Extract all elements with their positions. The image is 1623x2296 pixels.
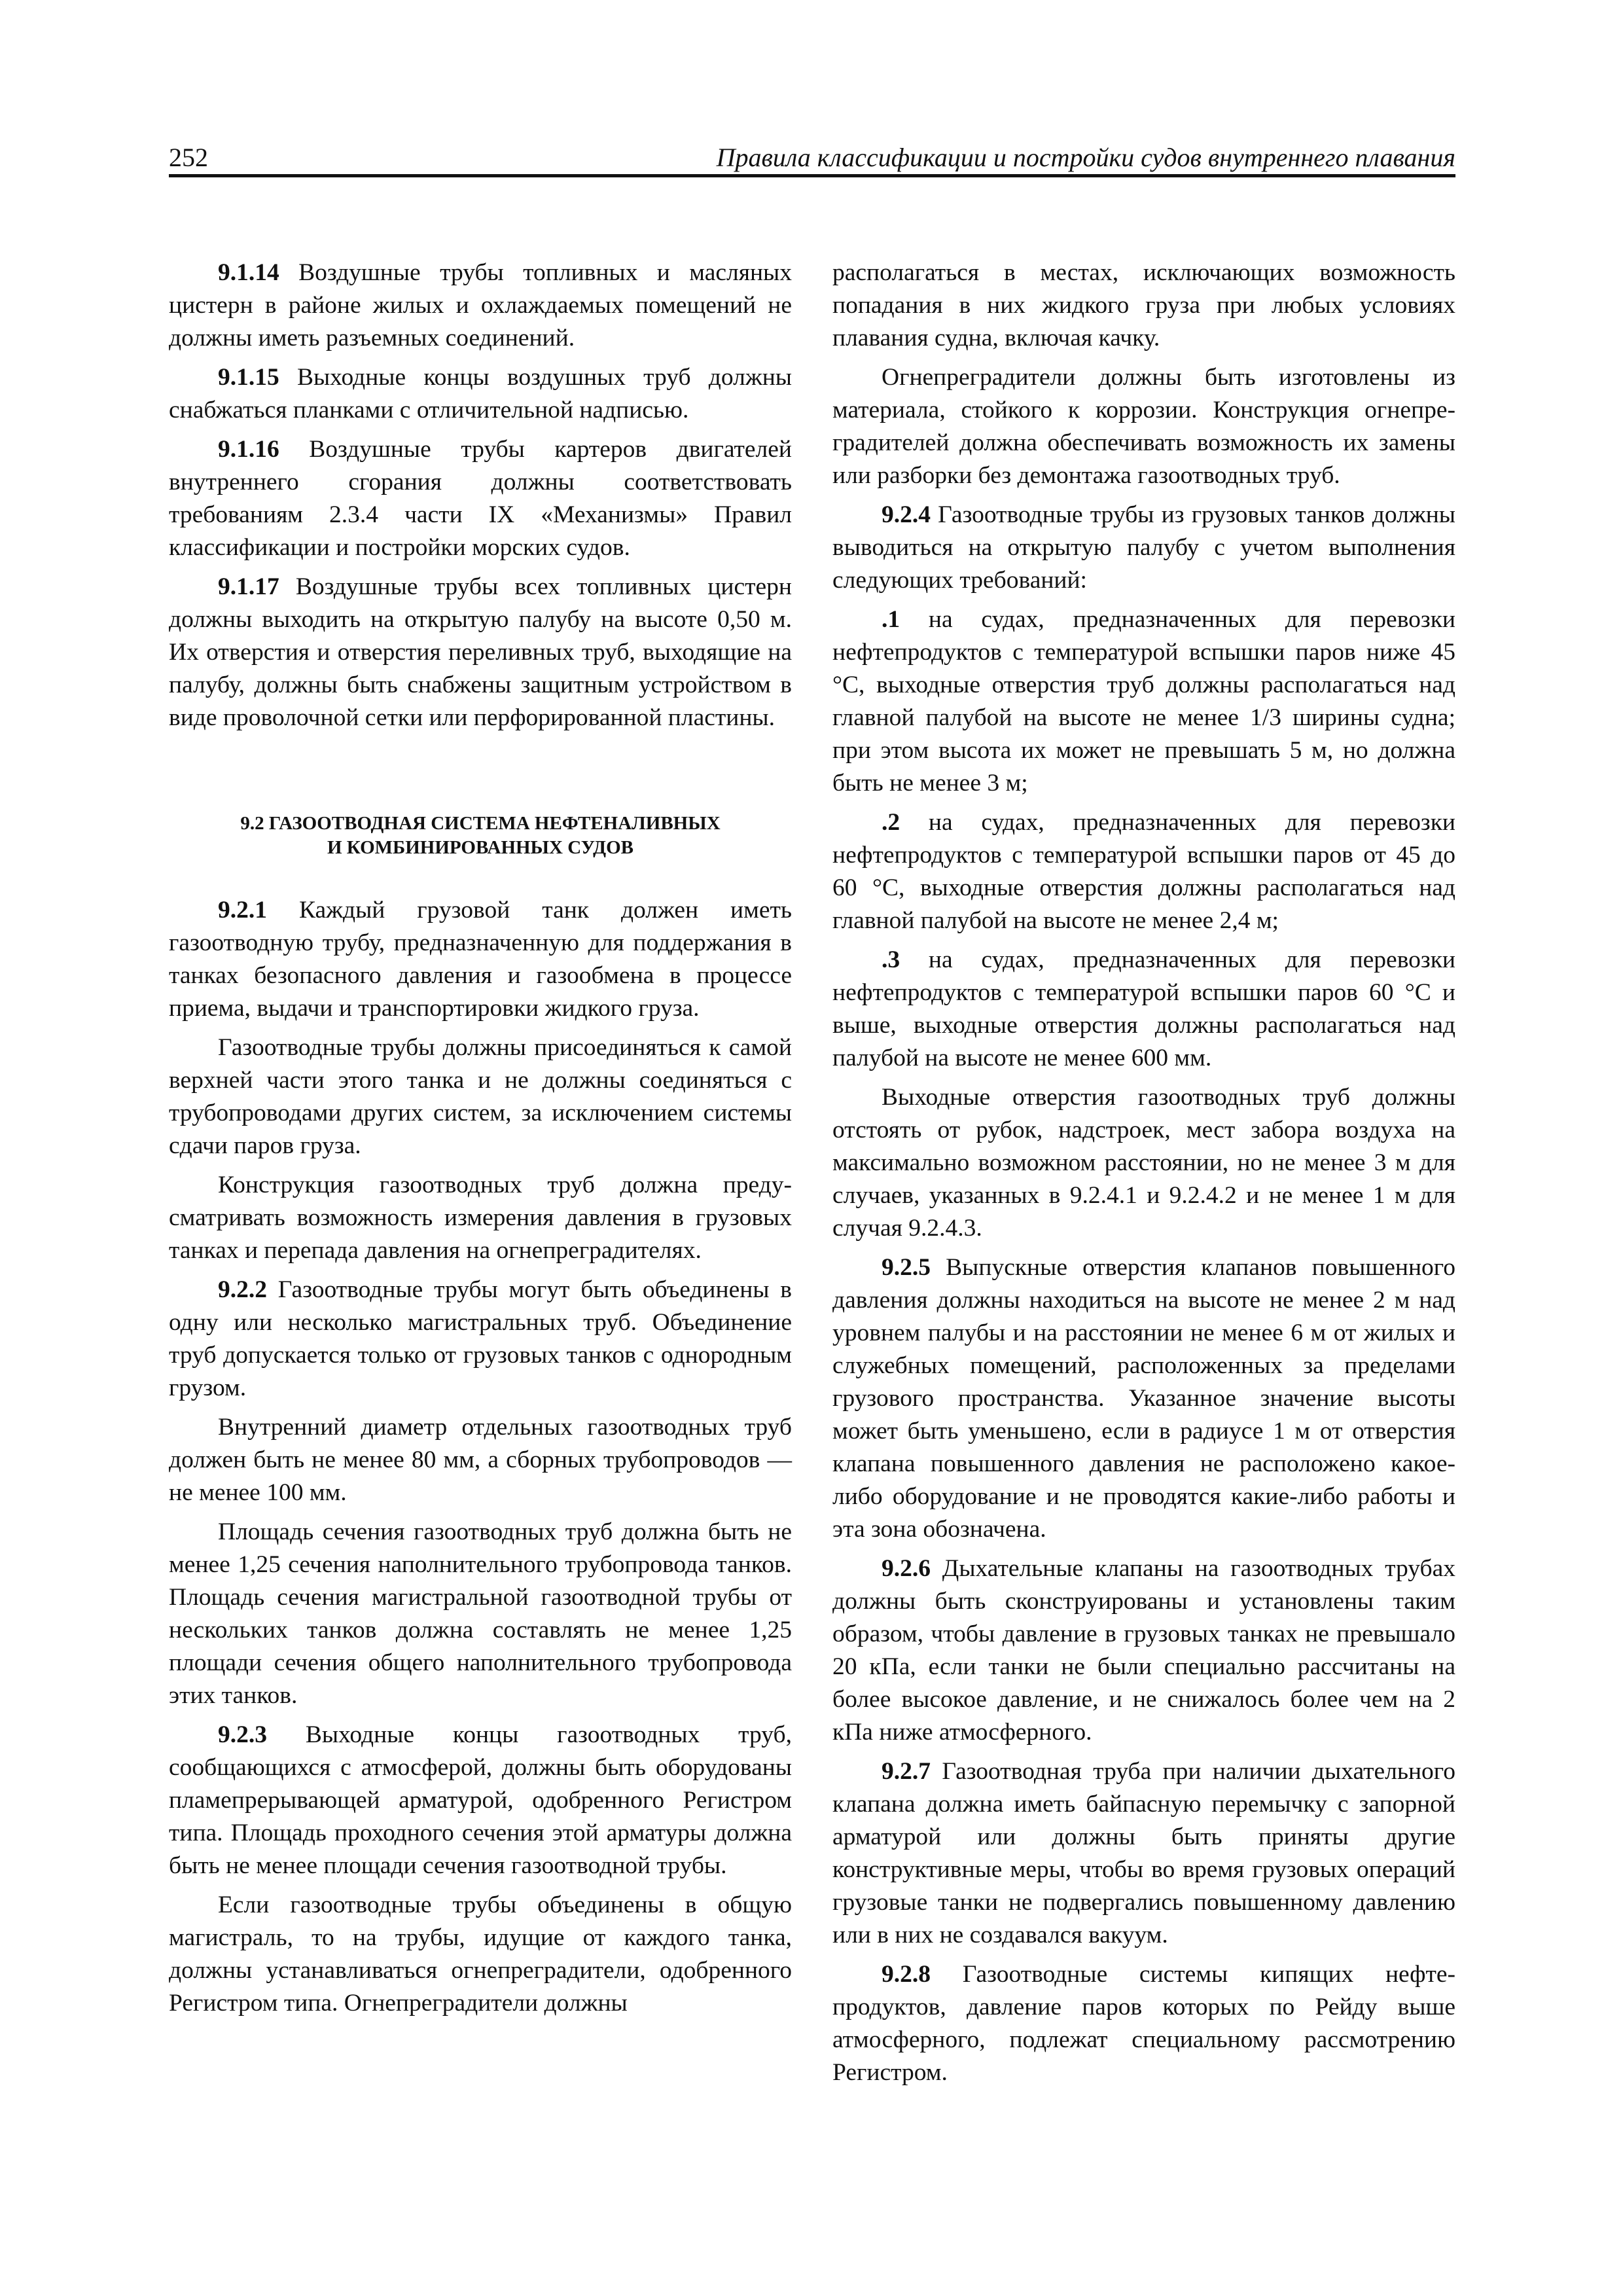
paragraph-text: Газоотводная труба при наличии дыхательного клапана должна иметь байпасную перемычку с запорной арматурой или должны быть приняты другие конструктивные меры, чтобы во время грузовых операций грузовые танки не подвергались повышенному давлению или в них не создавался вакуум. [832, 1758, 1455, 1948]
clause-number: 9.1.14 [218, 259, 279, 286]
paragraph-text: Газоотводные системы кипящих нефтепродуктов, давление паров которых по Рейду выше атмосферного, подлежат специальному рассмотрению Регистром. [832, 1961, 1455, 2086]
paragraph: Огнепреградители должны быть изготовлены из материала, стойкого к коррозии. Конструкция огнепреградителей должна обеспечивать возможность их замены или разборки без демонтажа газоотводных труб. [832, 364, 1455, 489]
paragraph-9-2-5 [832, 1251, 1455, 1546]
section-heading-line: И КОМБИНИРОВАННЫХ СУДОВ [327, 837, 633, 858]
left-column [169, 257, 792, 2026]
clause-number: 9.2.1 [218, 897, 267, 924]
paragraph-text: на судах, предназначенных для перевозки нефтепродуктов с температурой вспышки паров 60 °С и выше, выходные отверстия должны располагаться над палубой на высоте не менее 600 мм. [832, 946, 1455, 1071]
list-item-1 [832, 603, 1455, 800]
clause-number: 9.1.16 [218, 436, 279, 463]
paragraph: Конструкция газоотводных труб должна предусматривать возможность измерения давления в грузовых танках и перепада давления на огнепреградителях. [169, 1172, 792, 1264]
paragraph-9-1-14 [169, 257, 792, 355]
paragraph-9-2-4 [832, 499, 1455, 597]
paragraph-9-2-1 [169, 894, 792, 1025]
paragraph-9-1-17 [169, 571, 792, 734]
paragraph-text: на судах, предназначенных для перевозки нефтепродуктов с температурой вспышки паров от 45 до 60 °С, выходные отверстия должны располагаться над главной палубой на высоте не менее 2,4 м; [832, 809, 1455, 934]
clause-number: 9.2.4 [882, 501, 931, 528]
paragraph-text: Выходные концы воздушных труб должны снабжаться планками с отличительной надписью. [169, 364, 792, 423]
clause-number: 9.2.2 [218, 1276, 267, 1303]
paragraph-text: Воздушные трубы картеров двигателей внутреннего сгорания должны соответствовать требованиям 2.3.4 части IX «Механизмы» Правил классификации и постройки морских судов. [169, 436, 792, 561]
paragraph: Внутренний диаметр отдельных газоотводных труб должен быть не менее 80 мм, а сборных трубопроводов — не менее 100 мм. [169, 1414, 792, 1506]
paragraph-text: на судах, предназначенных для перевозки нефтепродуктов с температурой вспышки паров ниже 45 °С, выходные отверстия труб должны располагаться над главной палубой на высоте не менее 1/3 ширины судна; при этом высота их может не превышать 5 м, но должна быть не менее 3 м; [832, 606, 1455, 797]
section-heading-line: 9.2 ГАЗООТВОДНАЯ СИСТЕМА НЕФТЕНАЛИВНЫХ [240, 813, 721, 834]
right-column [832, 257, 1455, 2096]
paragraph-9-2-3 [169, 1719, 792, 1882]
list-item-number: .1 [882, 606, 901, 633]
list-item-number: .3 [882, 946, 901, 973]
clause-number: 9.2.3 [218, 1721, 267, 1748]
section-heading-9-2 [169, 812, 792, 860]
paragraph-9-2-8 [832, 1958, 1455, 2089]
page-number: 252 [169, 143, 208, 172]
paragraph-text: Воздушные трубы всех топливных цистерн должны выходить на открытую палубу на высоте 0,50 м. Их отверстия и отверстия переливных труб, выходящие на палубу, должны быть снабжены защитным устройством в виде проволочной сетки или перфорированной пластины. [169, 573, 792, 731]
header-rule [169, 174, 1455, 177]
paragraph-text: Каждый грузовой танк должен иметь газоотводную трубу, предназначенную для поддержания в танках безопасного давления и газообмена в процессе приема, выдачи и транспортировки жидкого груза. [169, 897, 792, 1022]
paragraph: Если газоотводные трубы объединены в общую магистраль, то на трубы, идущие от каждого танка, должны устанавливаться огнепреградители, одобренного Регистром типа. Огнепреградители должны [169, 1892, 792, 2017]
running-header-title: Правила классификации и постройки судов внутреннего плавания [716, 143, 1455, 172]
paragraph-9-1-15 [169, 361, 792, 427]
paragraph-text: Дыхательные клапаны на газоотводных трубах должны быть сконструированы и установлены таким образом, чтобы давление в грузовых танках не превышало 20 кПа, если танки не были специально рассчитаны на более высокое давление, и не снижалось более чем на 2 кПа ниже атмосферного. [832, 1555, 1455, 1746]
paragraph-continued: располагаться в местах, исключающих возможность попадания в них жидкого груза при любых условиях плавания судна, включая качку. [832, 259, 1455, 351]
list-item-number: .2 [882, 809, 901, 836]
clause-number: 9.1.17 [218, 573, 279, 600]
clause-number: 9.2.6 [882, 1555, 931, 1582]
paragraph-text: Газоотводные трубы могут быть объединены в одну или несколько магистральных труб. Объединение труб допускается только от грузовых танков с однородным грузом. [169, 1276, 792, 1401]
clause-number: 9.2.5 [882, 1254, 931, 1281]
paragraph-9-2-6 [832, 1552, 1455, 1749]
paragraph-9-1-16 [169, 433, 792, 564]
clause-number: 9.2.8 [882, 1961, 931, 1988]
paragraph: Газоотводные трубы должны присоединяться к самой верхней части этого танка и не должны соединяться с трубопроводами других систем, за исключением системы сдачи паров груза. [169, 1034, 792, 1159]
paragraph-9-2-7 [832, 1755, 1455, 1952]
paragraph-text: Выходные концы газоотводных труб, сообщающихся с атмосферой, должны быть оборудованы пламепрерывающей арматурой, одобренного Регистром типа. Площадь проходного сечения этой арматуры должна быть не менее площади сечения газоотводной трубы. [169, 1721, 792, 1879]
paragraph-text: Воздушные трубы топливных и масляных цистерн в районе жилых и охлаждаемых помещений не должны иметь разъемных соединений. [169, 259, 792, 351]
clause-number: 9.1.15 [218, 364, 279, 391]
paragraph-9-2-2 [169, 1274, 792, 1405]
clause-number: 9.2.7 [882, 1758, 931, 1785]
paragraph: Площадь сечения газоотводных труб должна быть не менее 1,25 сечения наполнительного трубопровода танков. Площадь сечения магистральной газоотводной трубы от нескольких танков должна составлять не менее 1,25 площади сечения общего наполнительного трубопровода этих танков. [169, 1518, 792, 1709]
paragraph-text: Газоотводные трубы из грузовых танков должны выводиться на открытую палубу с учетом выполнения следующих требований: [832, 501, 1455, 594]
list-item-3 [832, 944, 1455, 1075]
paragraph-text: Выпускные отверстия клапанов повышенного давления должны находиться на высоте не менее 2 м над уровнем палубы и на расстоянии не менее 6 м от жилых и служебных помещений, расположенных за пределами грузового пространства. Указанное значение высоты может быть уменьшено, если в радиусе 1 м от отверстия клапана повышенного давления не расположено какое-либо оборудование и не проводятся какие-либо работы и эта зона обозначена. [832, 1254, 1455, 1543]
list-item-2 [832, 806, 1455, 937]
paragraph: Выходные отверстия газоотводных труб должны отстоять от рубок, надстроек, мест забора воздуха на максимально возможном расстоянии, но не менее 3 м для случаев, указанных в 9.2.4.1 и 9.2.4.2 и не менее 1 м для случая 9.2.4.3. [832, 1084, 1455, 1242]
